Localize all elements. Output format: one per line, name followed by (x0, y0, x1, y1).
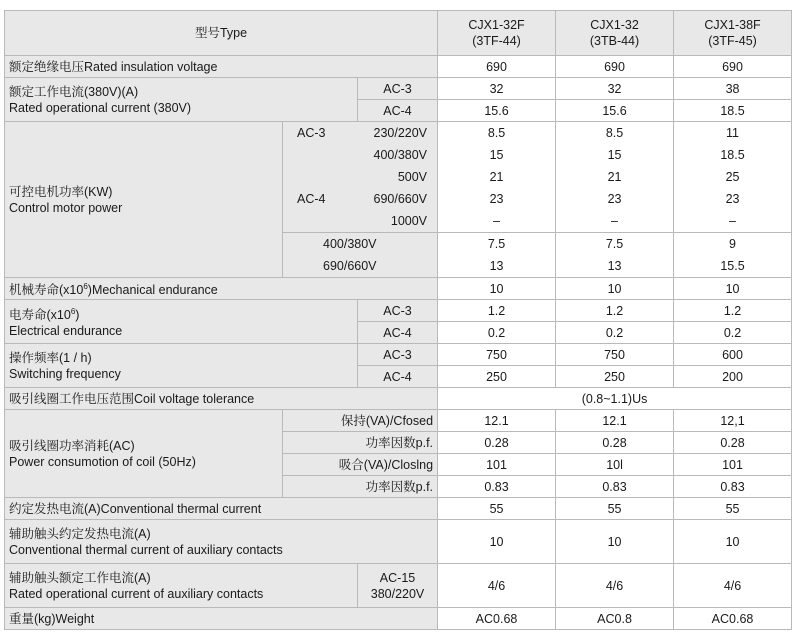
cell-value: 0.83 (556, 476, 674, 498)
row-label: 电寿命$(x10^6)$ Electrical endurance (5, 300, 358, 344)
cell-value: AC0.8 (556, 608, 674, 630)
cell-value: 4/6 (556, 564, 674, 608)
cell-value: 0.83 (674, 476, 792, 498)
cell-value: 0.28 (556, 432, 674, 454)
cell-value: 4/6 (674, 564, 792, 608)
cell-value: (0.8~1.1)Us (438, 388, 792, 410)
header-row (5, 11, 792, 56)
cell-value: 750 (438, 344, 556, 366)
table-row (5, 608, 792, 630)
cell-value: 9 15.5 (674, 233, 792, 278)
cell-value: AC0.68 (674, 608, 792, 630)
row-label: 约定发热电流(A)Conventional thermal current (5, 498, 438, 520)
cell-value: 200 (674, 366, 792, 388)
cell-value: 1.2 (438, 300, 556, 322)
table-row (5, 78, 792, 100)
model-header: CJX1-32F (3TF-44) (438, 11, 556, 56)
cell-value: 12,1 (674, 410, 792, 432)
cell-value: 250 (556, 366, 674, 388)
voltage-list: 230/220V 400/380V 500V 690/660V 1000V (373, 126, 428, 228)
category-cell: AC-4 (358, 322, 438, 344)
cell-value: 32 (438, 78, 556, 100)
cell-value: 690 (438, 56, 556, 78)
table-row (5, 344, 792, 366)
cell-value: 250 (438, 366, 556, 388)
row-label: 吸引线圈工作电压范围Coil voltage tolerance (5, 388, 438, 410)
cell-value: 55 (438, 498, 556, 520)
cell-value: 12.1 (438, 410, 556, 432)
cell-value: 15.6 (438, 100, 556, 122)
table-row (5, 388, 792, 410)
cell-value: 101 (438, 454, 556, 476)
cell-value: AC0.68 (438, 608, 556, 630)
category-cell: 功率因数p.f. (283, 476, 438, 498)
cell-value: 38 (674, 78, 792, 100)
row-label: 操作频率(1 / h) Switching frequency (5, 344, 358, 388)
category-cell: 保持(VA)/Cfosed (283, 410, 438, 432)
spec-table (4, 10, 792, 630)
cell-value: 0.2 (674, 322, 792, 344)
model-header: CJX1-32 (3TB-44) (556, 11, 674, 56)
category-cell: AC-4 (358, 366, 438, 388)
motor-voltage-cell: 400/380V 690/660V (283, 233, 438, 278)
cell-value: 11 18.5 25 23 – (674, 122, 792, 233)
cell-value: 0.83 (438, 476, 556, 498)
table-row (5, 278, 792, 300)
row-label: 吸引线圈功率消耗(AC) Power consumotion of coil (50Hz) (5, 410, 283, 498)
row-label: 额定绝缘电压Rated insulation voltage (5, 56, 438, 78)
cell-value: 32 (556, 78, 674, 100)
category-ac3: AC-3 (297, 126, 326, 140)
cell-value: 0.2 (438, 322, 556, 344)
cell-value: 12.1 (556, 410, 674, 432)
category-ac4: AC-4 (297, 192, 326, 206)
table-row (5, 498, 792, 520)
table-row (5, 410, 792, 432)
table-row (5, 300, 792, 322)
cell-value: 55 (674, 498, 792, 520)
table-row (5, 564, 792, 608)
cell-value: 0.28 (674, 432, 792, 454)
category-cell: 吸合(VA)/Closlng (283, 454, 438, 476)
row-label: 重量(kg)Weight (5, 608, 438, 630)
row-label: 辅助触头约定发热电流(A) Conventional thermal current of auxiliary contacts (5, 520, 438, 564)
category-cell: AC-15 380/220V (358, 564, 438, 608)
cell-value: 0.28 (438, 432, 556, 454)
cell-value: 10 (674, 278, 792, 300)
cell-value: 8.5 15 21 23 – (438, 122, 556, 233)
cell-value: 8.5 15 21 23 – (556, 122, 674, 233)
cell-value: 1.2 (556, 300, 674, 322)
cell-value: 4/6 (438, 564, 556, 608)
type-header: 型号Type (5, 11, 438, 56)
cell-value: 750 (556, 344, 674, 366)
row-label: 可控电机功率(KW) Control motor power (5, 122, 283, 278)
category-cell: AC-3 (358, 344, 438, 366)
cell-value: 10 (674, 520, 792, 564)
cell-value: 690 (556, 56, 674, 78)
cell-value: 7.5 13 (438, 233, 556, 278)
motor-voltage-cell (283, 122, 438, 233)
category-cell: 功率因数p.f. (283, 432, 438, 454)
cell-value: 10l (556, 454, 674, 476)
cell-value: 101 (674, 454, 792, 476)
cell-value: 15.6 (556, 100, 674, 122)
row-label: 额定工作电流(380V)(A) Rated operational current (380V) (5, 78, 358, 122)
table-row (5, 122, 792, 233)
category-cell: AC-3 (358, 300, 438, 322)
cell-value: 600 (674, 344, 792, 366)
cell-value: 10 (556, 278, 674, 300)
cell-value: 55 (556, 498, 674, 520)
cell-value: 18.5 (674, 100, 792, 122)
category-cell: AC-4 (358, 100, 438, 122)
row-label: 机械寿命$(x10^6)Mechanical$ endurance (5, 278, 438, 300)
cell-value: 7.5 13 (556, 233, 674, 278)
row-label: 辅助触头额定工作电流(A) Rated operational current of auxiliary contacts (5, 564, 358, 608)
table-row (5, 520, 792, 564)
cell-value: 1.2 (674, 300, 792, 322)
cell-value: 10 (438, 278, 556, 300)
table-row (5, 56, 792, 78)
model-header: CJX1-38F (3TF-45) (674, 11, 792, 56)
cell-value: 10 (438, 520, 556, 564)
category-cell: AC-3 (358, 78, 438, 100)
cell-value: 10 (556, 520, 674, 564)
cell-value: 0.2 (556, 322, 674, 344)
cell-value: 690 (674, 56, 792, 78)
